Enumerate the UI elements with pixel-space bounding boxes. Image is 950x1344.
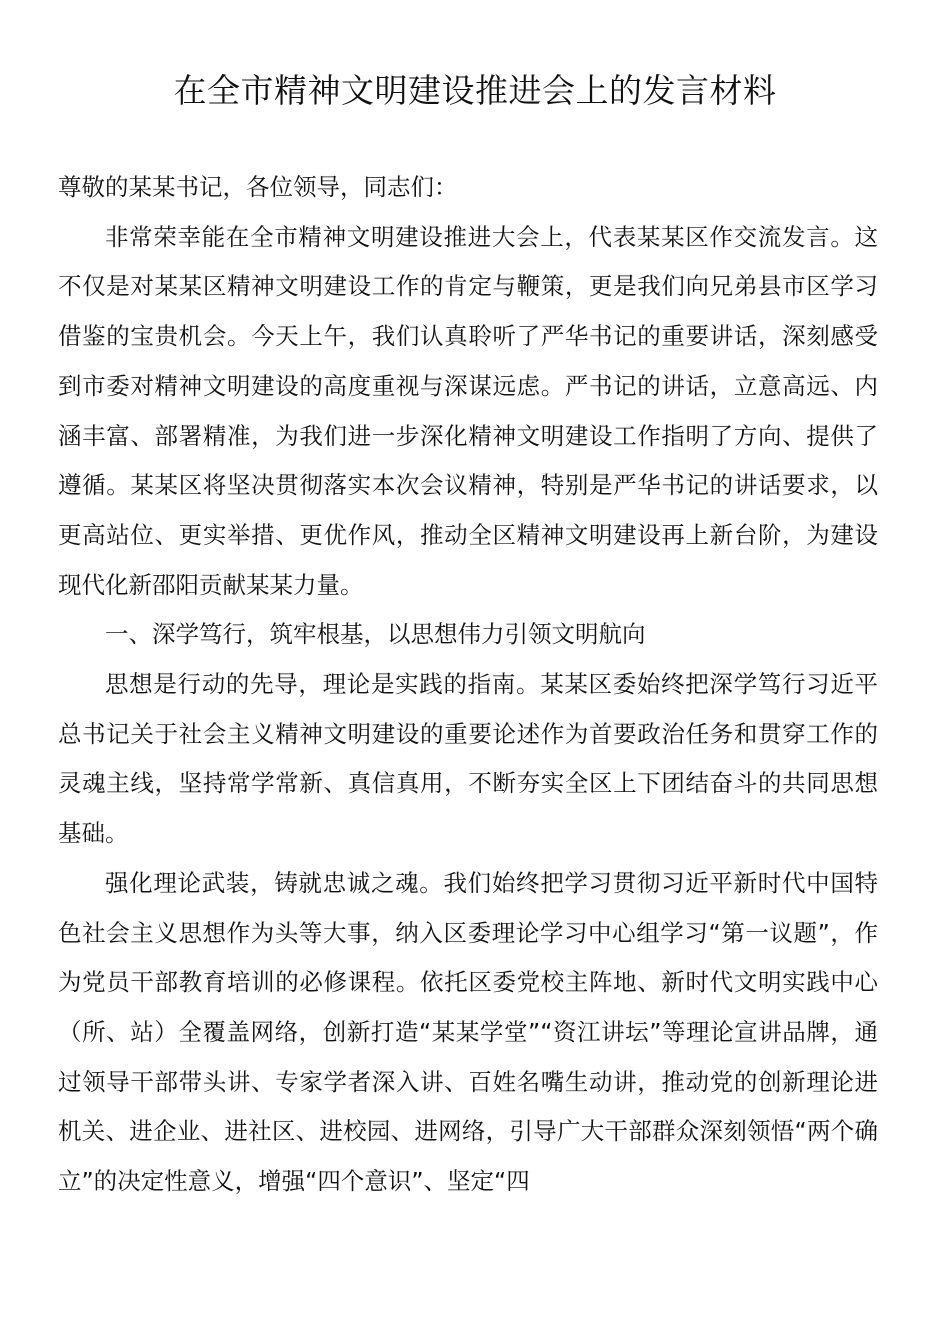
document-body — [58, 163, 878, 1207]
paragraph-opening: 非常荣幸能在全市精神文明建设推进大会上，代表某某区作交流发言。这不仅是对某某区精神文明建设工作的肯定与鞭策，更是我们向兄弟县市区学习借鉴的宝贵机会。今天上午，我们认真聆听了严华书记的重要讲话，深刻感受到市委对精神文明建设的高度重视与深谋远虑。严书记的讲话，立意高远、内涵丰富、部署精准，为我们进一步深化精神文明建设工作指明了方向、提供了遵循。某某区将坚决贯彻落实本次会议精神，特别是严华书记的讲话要求，以更高站位、更实举措、更优作风，推动全区精神文明建设再上新台阶，为建设现代化新邵阳贡献某某力量。 — [58, 222, 878, 599]
document-title: 在全市精神文明建设推进会上的发言材料 — [173, 71, 777, 110]
salutation: 尊敬的某某书记，各位领导，同志们： — [58, 173, 458, 201]
section-heading-1: 一、深学笃行，筑牢根基，以思想伟力引领文明航向 — [105, 620, 646, 649]
paragraph-section-intro: 思想是行动的先导，理论是实践的指南。某某区委始终把深学笃行习近平总书记关于社会主义精神文明建设的重要论述作为首要政治任务和贯穿工作的灵魂主线，坚持常学常新、真信真用，不断夯实全区上下团结奋斗的共同思想基础。 — [58, 670, 878, 848]
paragraph-theory-armament: 强化理论武装，铸就忠诚之魂。我们始终把学习贯彻习近平新时代中国特色社会主义思想作为头等大事，纳入区委理论学习中心组学习“第一议题”，作为党员干部教育培训的必修课程。依托区委党校主阵地、新时代文明实践中心（所、站）全覆盖网络，创新打造“某某学堂”“资江讲坛”等理论宣讲品牌，通过领导干部带头讲、专家学者深入讲、百姓名嘴生动讲，推动党的创新理论进机关、进企业、进社区、进校园、进网络，引导广大干部群众深刻领悟“两个确立”的决定性意义，增强“四个意识”、坚定“四 — [58, 868, 878, 1196]
